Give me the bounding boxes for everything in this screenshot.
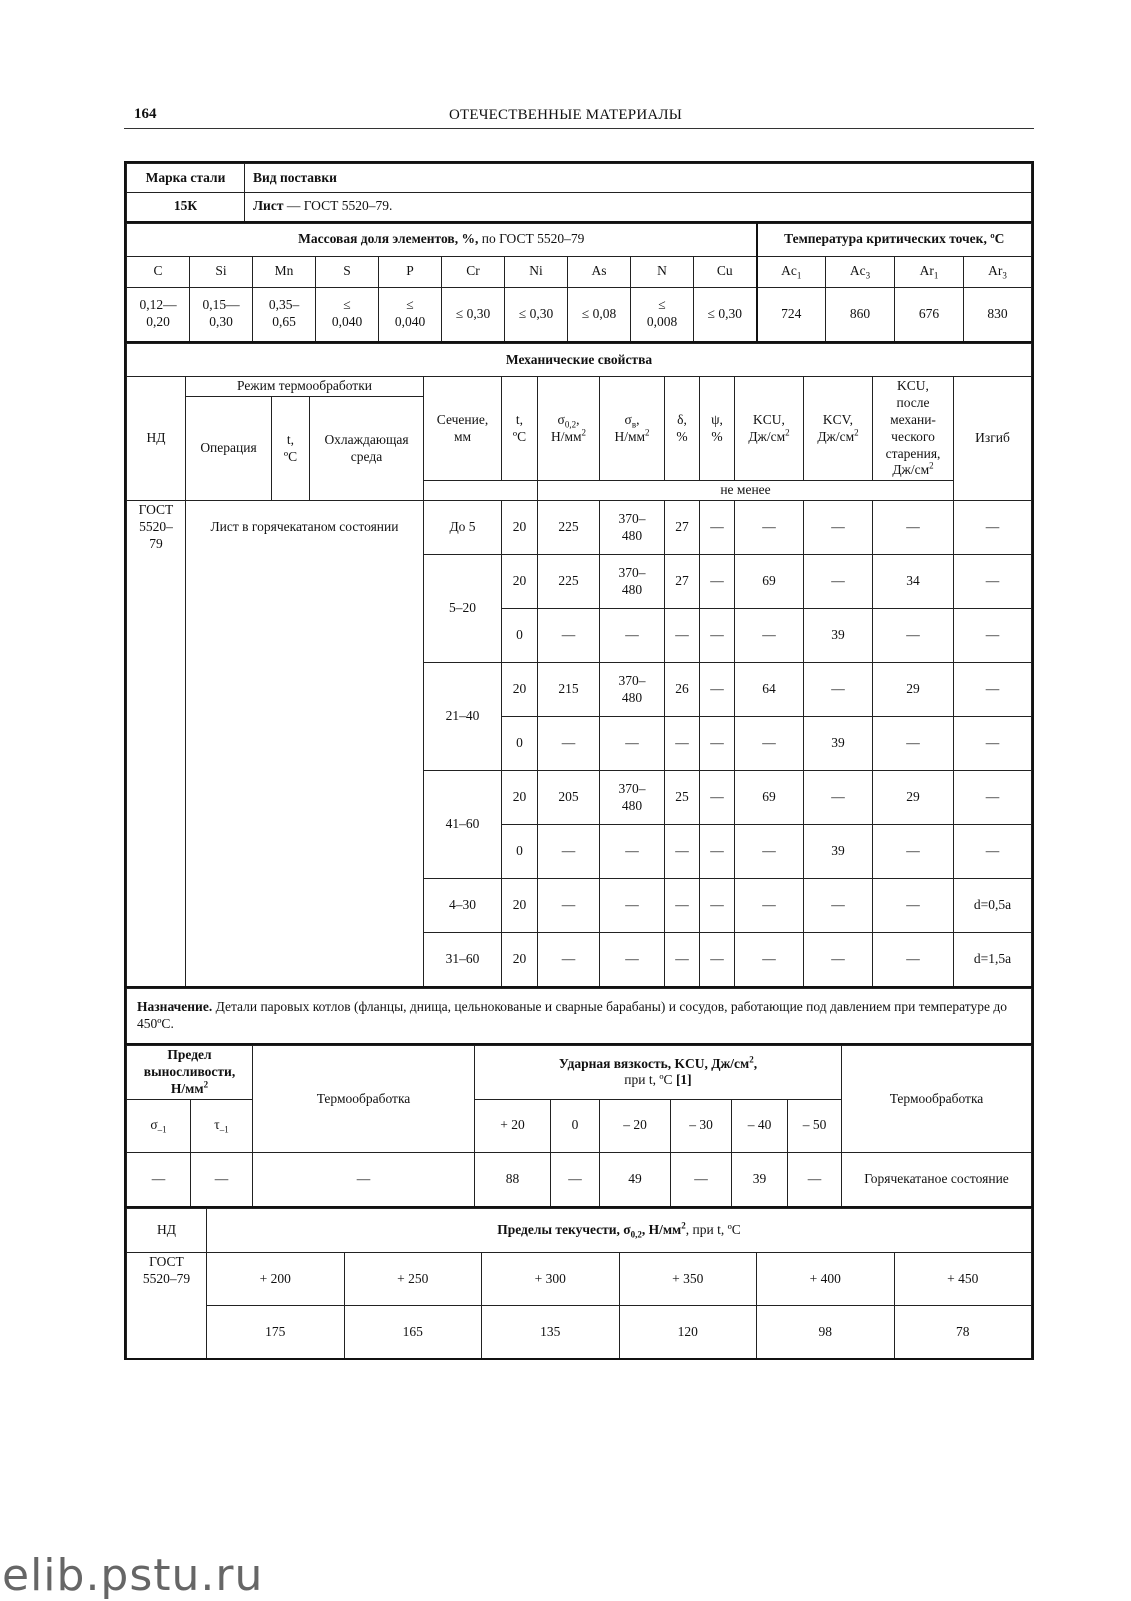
sv-value: —	[600, 879, 665, 933]
kcu-aged-value: —	[873, 717, 954, 771]
purpose-table	[126, 988, 1032, 1046]
kcv-value: —	[804, 933, 873, 987]
bend-value: —	[954, 555, 1032, 609]
critical-point-header: $Ac_3$	[826, 256, 895, 287]
mechanical-row	[127, 501, 1032, 555]
bend-value: —	[954, 825, 1032, 879]
element-value: ≤ 0,008	[631, 287, 694, 342]
composition-title: Массовая доля элементов, %, по ГОСТ 5520–79	[127, 223, 757, 256]
element-header-row	[127, 256, 1032, 287]
bend-value: —	[954, 663, 1032, 717]
yield-temp-row	[127, 1253, 1032, 1306]
grade-value: 15К	[127, 193, 245, 222]
element-value: ≤ 0,30	[694, 287, 757, 342]
kcu-value: —	[735, 501, 804, 555]
kcu-value: —	[735, 879, 804, 933]
delivery-label: Вид поставки	[245, 164, 1032, 193]
kcu-aged-value: —	[873, 609, 954, 663]
element-value: ≤ 0,08	[568, 287, 631, 342]
element-header: Mn	[253, 256, 316, 287]
section-header: Сечение, мм	[424, 377, 502, 481]
impact-temp: – 20	[600, 1099, 671, 1152]
section-value: 21–40	[424, 663, 502, 771]
kcv-value: 39	[804, 717, 873, 771]
heat-treat-value: —	[253, 1152, 475, 1207]
impact-temp: 0	[551, 1099, 600, 1152]
psi-value: —	[700, 717, 735, 771]
kcu-value: —	[735, 717, 804, 771]
heat-treat-state: Лист в горячекатаном состоянии	[186, 501, 424, 987]
delivery-value: Лист — ГОСТ 5520–79.	[245, 193, 1032, 222]
yield-nd-value: ГОСТ 5520–79	[127, 1253, 207, 1359]
yield-temp: + 300	[482, 1253, 620, 1306]
sv-value: 370– 480	[600, 501, 665, 555]
kcv-value: —	[804, 771, 873, 825]
element-header: Si	[190, 256, 253, 287]
delta-value: —	[665, 717, 700, 771]
mechanical-title: Механические свойства	[127, 344, 1032, 377]
yield-value: 175	[207, 1306, 345, 1359]
impact-value-row	[127, 1152, 1032, 1207]
critical-point-header: $Ar_1$	[895, 256, 964, 287]
sv-value: —	[600, 609, 665, 663]
kcu-header: KCU, $Дж/см^2$	[735, 377, 804, 481]
element-value: 0,35– 0,65	[253, 287, 316, 342]
impact-value: 88	[475, 1152, 551, 1207]
cooling-header: Охлаждающая среда	[310, 396, 424, 500]
element-header: Cr	[442, 256, 505, 287]
kcu-aged-value: —	[873, 825, 954, 879]
s02-value: —	[538, 879, 600, 933]
sv-header: $\sigma_в$, $Н/мм^2$	[600, 377, 665, 481]
sv-value: —	[600, 717, 665, 771]
section-value: 5–20	[424, 555, 502, 663]
sigma-minus1-header: $\sigma_{-1}$	[127, 1099, 191, 1152]
critical-point-header: $Ar_3$	[964, 256, 1032, 287]
element-header: As	[568, 256, 631, 287]
kcv-value: —	[804, 555, 873, 609]
sv-value: —	[600, 825, 665, 879]
kcu-aged-value: —	[873, 879, 954, 933]
element-header: P	[379, 256, 442, 287]
regime-header: Режим термообработки	[186, 377, 424, 397]
sv-value: 370– 480	[600, 771, 665, 825]
kcv-header: KCV, $Дж/см^2$	[804, 377, 873, 481]
nd-value: ГОСТ 5520– 79	[127, 501, 186, 987]
bend-value: —	[954, 609, 1032, 663]
spec-frame	[124, 161, 1034, 1360]
bend-value: d=0,5a	[954, 879, 1032, 933]
operation-header: Операция	[186, 396, 272, 500]
tau-minus1-header: $\tau_{-1}$	[191, 1099, 253, 1152]
bend-value: —	[954, 501, 1032, 555]
s02-value: 225	[538, 555, 600, 609]
impact-value: —	[551, 1152, 600, 1207]
impact-temp: + 20	[475, 1099, 551, 1152]
kcu-aged-value: 29	[873, 771, 954, 825]
kcv-value: —	[804, 501, 873, 555]
test-temp-value: 20	[502, 933, 538, 987]
impact-temp: – 50	[788, 1099, 842, 1152]
test-temp-value: 0	[502, 717, 538, 771]
kcu-value: —	[735, 933, 804, 987]
watermark: elib.pstu.ru	[2, 1550, 264, 1601]
test-temp-value: 20	[502, 771, 538, 825]
kcu-value: —	[735, 609, 804, 663]
psi-header: ψ, %	[700, 377, 735, 481]
purpose-text: Назначение. Детали паровых котлов (фланцы, днища, цельнокованые и сварные барабаны) и сосудов, работающие под давлением при температуре до 450ºС.	[127, 988, 1032, 1044]
mechanical-table	[126, 343, 1032, 988]
element-value-row	[127, 287, 1032, 342]
kcu-value: —	[735, 825, 804, 879]
sv-value: 370– 480	[600, 663, 665, 717]
impact-value: —	[671, 1152, 732, 1207]
impact-temp: – 40	[732, 1099, 788, 1152]
kcv-value: —	[804, 879, 873, 933]
psi-value: —	[700, 825, 735, 879]
bend-value: —	[954, 717, 1032, 771]
yield-value: 165	[344, 1306, 482, 1359]
sigma-minus1-value: —	[127, 1152, 191, 1207]
psi-value: —	[700, 609, 735, 663]
element-header: Ni	[505, 256, 568, 287]
delta-value: —	[665, 933, 700, 987]
impact-temp: – 30	[671, 1099, 732, 1152]
endurance-heat-treat-header: Термообработка	[253, 1046, 475, 1153]
test-temp-value: 20	[502, 879, 538, 933]
element-value: ≤ 0,040	[316, 287, 379, 342]
mechanical-rows	[127, 501, 1032, 987]
element-value: ≤ 0,30	[505, 287, 568, 342]
kcu-aged-value: —	[873, 501, 954, 555]
impact-header: Ударная вязкость, KCU, $Дж/см^2$, при t, ºС [1]	[475, 1046, 842, 1100]
element-value: 0,12— 0,20	[127, 287, 190, 342]
test-temp-value: 20	[502, 501, 538, 555]
yield-temp: + 200	[207, 1253, 345, 1306]
test-temp-value: 0	[502, 825, 538, 879]
element-header: C	[127, 256, 190, 287]
delta-header: δ, %	[665, 377, 700, 481]
yield-temp: + 450	[894, 1253, 1032, 1306]
impact-state: Горячекатаное состояние	[842, 1152, 1032, 1207]
s02-value: —	[538, 933, 600, 987]
kcu-aged-header: KCU, после механи- ческого старения, $Дж/см^2$	[873, 377, 954, 481]
test-temp-value: 0	[502, 609, 538, 663]
kcu-value: 69	[735, 771, 804, 825]
impact-value: 49	[600, 1152, 671, 1207]
yield-title: Пределы текучести, $\sigma_{0,2}$, $Н/мм^2$, при t, ºС	[207, 1209, 1032, 1253]
element-header: S	[316, 256, 379, 287]
delta-value: —	[665, 609, 700, 663]
s02-value: 215	[538, 663, 600, 717]
yield-value: 78	[894, 1306, 1032, 1359]
critical-point-header: $Ac_1$	[757, 256, 826, 287]
impact-value: —	[788, 1152, 842, 1207]
element-value: ≤ 0,040	[379, 287, 442, 342]
regime-t-header: t, ºС	[272, 396, 310, 500]
composition-table	[126, 223, 1032, 344]
kcu-aged-value: —	[873, 933, 954, 987]
s02-value: —	[538, 609, 600, 663]
kcu-aged-value: 29	[873, 663, 954, 717]
psi-value: —	[700, 771, 735, 825]
impact-value: 39	[732, 1152, 788, 1207]
test-temp-value: 20	[502, 555, 538, 609]
delta-value: 25	[665, 771, 700, 825]
section-value: 41–60	[424, 771, 502, 879]
critical-point-value: 724	[757, 287, 826, 342]
header-rule	[124, 128, 1034, 129]
psi-value: —	[700, 879, 735, 933]
grade-table	[126, 163, 1032, 223]
delta-value: 27	[665, 555, 700, 609]
s02-header: $\sigma_{0,2}$, $Н/мм^2$	[538, 377, 600, 481]
kcv-value: 39	[804, 609, 873, 663]
element-header: N	[631, 256, 694, 287]
critical-points-title: Температура критических точек, ºС	[757, 223, 1032, 256]
yield-nd-header: НД	[127, 1209, 207, 1253]
section-value: 4–30	[424, 879, 502, 933]
yield-temp: + 350	[619, 1253, 757, 1306]
bend-value: —	[954, 771, 1032, 825]
min-note: не менее	[538, 481, 954, 501]
yield-value-row	[127, 1306, 1032, 1359]
endurance-table	[126, 1045, 1032, 1208]
delta-value: —	[665, 825, 700, 879]
section-value: До 5	[424, 501, 502, 555]
running-head: ОТЕЧЕСТВЕННЫЕ МАТЕРИАЛЫ	[448, 107, 683, 123]
test-temp-value: 20	[502, 663, 538, 717]
tau-minus1-value: —	[191, 1152, 253, 1207]
section-header-gap	[424, 481, 538, 501]
grade-label: Марка стали	[127, 164, 245, 193]
nd-header: НД	[127, 377, 186, 501]
s02-value: 205	[538, 771, 600, 825]
critical-point-value: 860	[826, 287, 895, 342]
delta-value: 27	[665, 501, 700, 555]
yield-value: 135	[482, 1306, 620, 1359]
impact-heat-treat-header: Термообработка	[842, 1046, 1032, 1153]
endurance-limit-header: Предел выносливости, $Н/мм^2$	[127, 1046, 253, 1100]
yield-value: 120	[619, 1306, 757, 1359]
element-value: ≤ 0,30	[442, 287, 505, 342]
critical-point-value: 676	[895, 287, 964, 342]
sv-value: 370– 480	[600, 555, 665, 609]
yield-temp: + 250	[344, 1253, 482, 1306]
psi-value: —	[700, 501, 735, 555]
section-value: 31–60	[424, 933, 502, 987]
critical-point-value: 830	[964, 287, 1032, 342]
s02-value: 225	[538, 501, 600, 555]
kcv-value: —	[804, 663, 873, 717]
yield-temp: + 400	[757, 1253, 895, 1306]
yield-table	[126, 1208, 1032, 1360]
delta-value: —	[665, 879, 700, 933]
element-value: 0,15— 0,30	[190, 287, 253, 342]
bend-value: d=1,5a	[954, 933, 1032, 987]
psi-value: —	[700, 555, 735, 609]
sv-value: —	[600, 933, 665, 987]
page-number: 164	[134, 106, 157, 122]
psi-value: —	[700, 933, 735, 987]
s02-value: —	[538, 825, 600, 879]
t-header: t, ºС	[502, 377, 538, 481]
kcv-value: 39	[804, 825, 873, 879]
kcu-aged-value: 34	[873, 555, 954, 609]
s02-value: —	[538, 717, 600, 771]
element-header: Cu	[694, 256, 757, 287]
kcu-value: 69	[735, 555, 804, 609]
yield-value: 98	[757, 1306, 895, 1359]
delta-value: 26	[665, 663, 700, 717]
bend-header: Изгиб	[954, 377, 1032, 501]
psi-value: —	[700, 663, 735, 717]
kcu-value: 64	[735, 663, 804, 717]
